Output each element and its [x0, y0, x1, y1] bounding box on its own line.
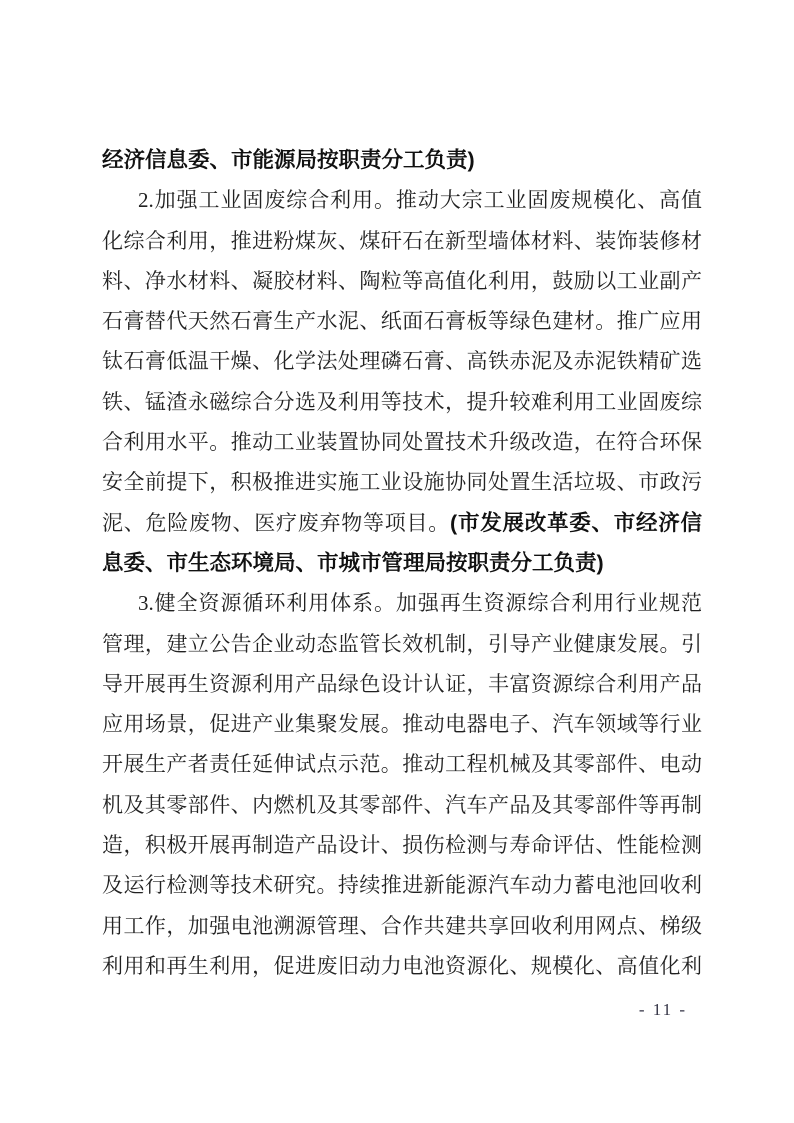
body-text-line: 石膏替代天然石膏生产水泥、纸面石膏板等绿色建材。推广应用 — [102, 309, 702, 334]
paragraph-2-first-line: 2.加强工业固废综合利用。推动大宗工业固废规模化、高值 — [138, 188, 702, 213]
body-text-segment: 泥、危险废物、医疗废弃物等项目。 — [102, 510, 451, 535]
body-text-line: 用工作，加强电池溯源管理、合作共建共享回收利用网点、梯级 — [102, 913, 702, 938]
responsibility-line: 经济信息委、市能源局按职责分工负责) — [102, 148, 475, 172]
body-text-line: 开展生产者责任延伸试点示范。推动工程机械及其零部件、电动 — [102, 752, 702, 777]
body-text-line: 合利用水平。推动工业装置协同处置技术升级改造，在符合环保 — [102, 430, 702, 455]
responsibility-line: 息委、市生态环境局、市城市管理局按职责分工负责) — [102, 550, 604, 575]
body-text-line: 铁、锰渣永磁综合分选及利用等技术，提升较难利用工业固废综 — [102, 389, 702, 414]
page-number: - 11 - — [638, 1000, 688, 1019]
body-text-line: 利用和再生利用，促进废旧动力电池资源化、规模化、高值化利 — [102, 953, 702, 978]
body-text-line: 造，积极开展再制造产品设计、损伤检测与寿命评估、性能检测 — [102, 833, 702, 858]
body-text-line: 安全前提下，积极推进实施工业设施协同处置生活垃圾、市政污 — [102, 470, 702, 495]
body-text-line: 应用场景，促进产业集聚发展。推动电器电子、汽车领域等行业 — [102, 712, 702, 737]
responsibility-segment: (市发展改革委、市经济信 — [450, 510, 702, 535]
document-body — [102, 140, 702, 986]
body-text-line: 钛石膏低温干燥、化学法处理磷石膏、高铁赤泥及赤泥铁精矿选 — [102, 349, 702, 374]
body-text-line: 导开展再生资源利用产品绿色设计认证，丰富资源综合利用产品 — [102, 671, 702, 696]
body-text-line-mixed — [102, 503, 702, 543]
body-text-line: 及运行检测等技术研究。持续推进新能源汽车动力蓄电池回收利 — [102, 873, 702, 898]
body-text-line: 化综合利用，推进粉煤灰、煤矸石在新型墙体材料、装饰装修材 — [102, 228, 702, 253]
body-text-line: 料、净水材料、凝胶材料、陶粒等高值化利用，鼓励以工业副产 — [102, 268, 702, 293]
body-text-line: 管理，建立公告企业动态监管长效机制，引导产业健康发展。引 — [102, 631, 702, 656]
body-text-line: 机及其零部件、内燃机及其零部件、汽车产品及其零部件等再制 — [102, 792, 702, 817]
paragraph-3-first-line: 3.健全资源循环利用体系。加强再生资源综合利用行业规范 — [138, 591, 702, 616]
